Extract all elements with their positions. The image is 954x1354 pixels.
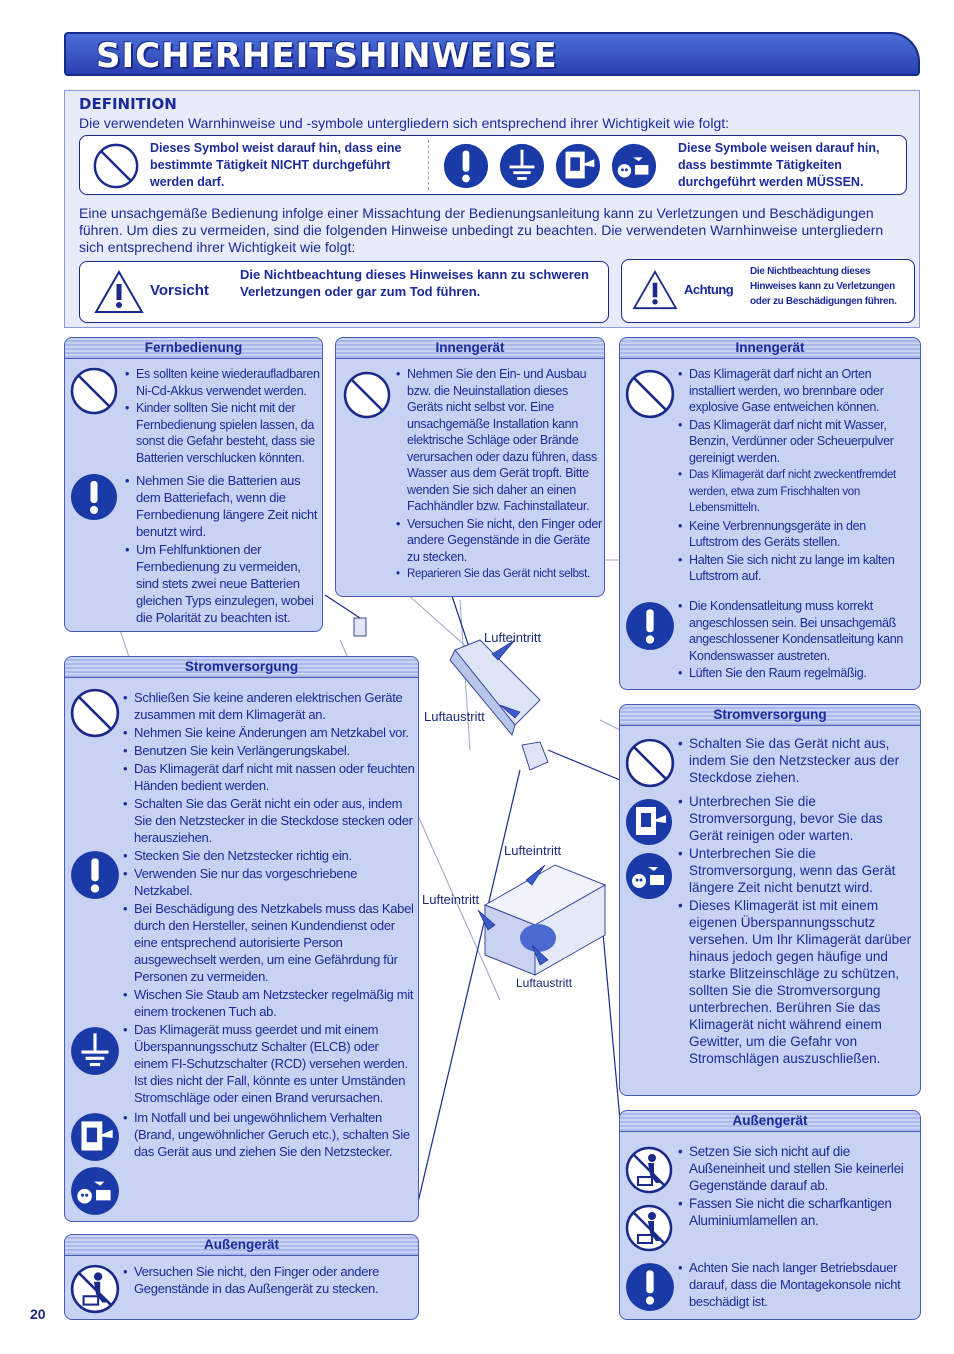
list-item: • Das Klimagerät darf nicht zweckentfremdet werden, etwa zum Frischhalten von Lebensmitteln. [678, 467, 918, 517]
panel-title: Außengerät [65, 1235, 418, 1256]
mandatory-icon [624, 1261, 676, 1313]
list-item: • Dieses Klimagerät ist mit einem eigenen Überspannungsschutz versehen. Um Ihr Klimagerät darüber hinaus jedoch gegen häufige und starke Blitzeinschläge zu schützen, sollten Sie die Stromversorgung unterbrechen. Berühren Sie das Klimagerät nicht während einem Gewitter, um die Gefahr von Stromschlägen auszuschließen. [678, 897, 916, 1067]
achtung-text: Die Nichtbeachtung dieses Hinweises kann zu Verletzungen oder zu Beschädigungen führen. [750, 266, 897, 307]
panel-title: Innengerät [336, 338, 604, 359]
mandatory-icon [69, 472, 119, 522]
list-item: • Nehmen Sie den Ein- und Ausbau bzw. die Neuinstallation dieses Geräts nicht selbst vor. Eine unsachgemäße Installation kann elektrische Schläge oder Brände verursachen oder dazu führen, dass Wasser aus dem Gerät tropft. Bitte wenden Sie sich daher an einen Fachhändler bzw. Fachinstallateur. [396, 366, 602, 515]
list-item: • Bei Beschädigung des Netzkabels muss das Kabel durch den Hersteller, seinen Kundendienst oder eine entsprechend autorisierte Person ausgewechselt werden, um eine Gefährdung für Personen zu vermeiden. [123, 900, 415, 985]
list-item: • Das Klimagerät darf nicht mit nassen oder feuchten Händen bedient werden. [123, 760, 415, 794]
list-item: • Schalten Sie das Gerät nicht aus, indem Sie den Netzstecker aus der Steckdose ziehen. [678, 735, 916, 786]
list-item: • Im Notfall und bei ungewöhnlichem Verhalten (Brand, ungewöhnlicher Geruch etc.), schalten Sie das Gerät aus und ziehen Sie den Netzstecker. [123, 1109, 415, 1160]
list-item: • Reparieren Sie das Gerät nicht selbst. [396, 566, 602, 583]
panel-title: Innengerät [620, 338, 920, 359]
switch-off-icon [624, 797, 674, 847]
panel-innengeraet-right [619, 337, 921, 690]
list-item: • Unterbrechen Sie die Stromversorgung, wenn das Gerät längere Zeit nicht benutzt wird. [678, 845, 916, 896]
vorsicht-label: Vorsicht [150, 282, 209, 299]
no-sitting-icon [624, 1145, 674, 1195]
panel-title: Fernbedienung [65, 338, 322, 359]
panel-stromversorgung-left [64, 656, 419, 1222]
prohibit-icon [342, 370, 392, 420]
prohibit-icon [624, 737, 676, 789]
list-item: • Die Kondensatleitung muss korrekt angeschlossen sein. Bei unsachgemäß angeschlossener Kondensatleitung kann Kondenswasser austreten. [678, 598, 918, 664]
list-item: • Halten Sie sich nicht zu lange im kalten Luftstrom auf. [678, 552, 918, 585]
prohibit-description: Dieses Symbol weist darauf hin, dass eine bestimmte Tätigkeit NICHT durchgeführt werden darf. [150, 141, 402, 189]
mandatory-description: Diese Symbole weisen darauf hin, dass bestimmte Tätigkeiten durchgeführt werden MÜSSEN. [678, 141, 880, 189]
mandatory-icon [624, 600, 676, 652]
panel-title: Stromversorgung [620, 705, 920, 726]
list-item: • Schließen Sie keine anderen elektrischen Geräte zusammen mit dem Klimagerät an. [123, 689, 415, 723]
switch-off-icon [69, 1111, 121, 1163]
list-item: • Nehmen Sie die Batterien aus dem Batteriefach, wenn die Fernbedienung längere Zeit nicht benutzt wird. [125, 472, 321, 540]
page-title: SICHERHEITSHINWEISE [96, 36, 558, 76]
list-item: • Das Klimagerät muss geerdet und mit einem Überspannungsschutz Schalter (ELCB) oder einem FI-Schutzschalter (RCD) versehen werden. Ist dies nicht der Fall, könnte es unter Umständen Stromschläge oder einen Brand verursachen. [123, 1021, 415, 1106]
list-item: • Verwenden Sie nur das vorgeschriebene Netzkabel. [123, 865, 415, 899]
label-luftaustritt-outdoor: Luftaustritt [516, 976, 573, 990]
list-item: • Unterbrechen Sie die Stromversorgung, bevor Sie das Gerät reinigen oder warten. [678, 793, 916, 844]
prohibit-icon [69, 366, 119, 416]
list-item: • Stecken Sie den Netzstecker richtig ein. [123, 847, 415, 864]
list-item: • Nehmen Sie keine Änderungen am Netzkabel vor. [123, 724, 415, 741]
mandatory-icon [69, 849, 121, 901]
panel-aussengeraet-left [64, 1234, 419, 1320]
panel-aussengeraet-right [619, 1110, 921, 1320]
prohibit-icon [69, 687, 121, 739]
panel-fernbedienung [64, 337, 323, 632]
list-item: • Das Klimagerät darf nicht an Orten installiert werden, wo brennbare oder explosive Gase entweichen können. [678, 366, 918, 416]
list-item: • Schalten Sie das Gerät nicht ein oder aus, indem Sie den Netzstecker in die Steckdose stecken oder herausziehen. [123, 795, 415, 846]
list-item: • Es sollten keine wiederaufladbaren Ni-Cd-Akkus verwendet werden. [125, 366, 321, 399]
achtung-label: Achtung [684, 282, 734, 297]
list-item: • Das Klimagerät darf nicht mit Wasser, Benzin, Verdünner oder Scheuerpulver gereinigt werden. [678, 417, 918, 467]
list-item: • Benutzen Sie kein Verlängerungskabel. [123, 742, 415, 759]
definition-paragraph: Eine unsachgemäße Bedienung infolge einer Missachtung der Bedienungsanleitung kann zu Verletzungen und Beschädigungen führen. Um dies zu vermeiden, sind die folgenden Hinweise unbedingt zu beachten. Die verwendeten Warnhinweise untergliedern sich entsprechend ihrer Wichtigkeit wie folgt: [79, 205, 884, 255]
prohibit-icon [624, 368, 676, 420]
unplug-icon [624, 851, 674, 901]
no-finger-icon [69, 1263, 121, 1315]
list-item: • Lüften Sie den Raum regelmäßig. [678, 665, 918, 682]
label-lufteintritt-indoor: Lufteintritt [484, 630, 542, 645]
no-touch-fins-icon [624, 1203, 674, 1253]
unplug-icon [69, 1165, 121, 1217]
panel-title: Außengerät [620, 1111, 920, 1132]
list-item: • Achten Sie nach langer Betriebsdauer darauf, dass die Montagekonsole nicht beschädigt ist. [678, 1259, 918, 1310]
vorsicht-text: Die Nichtbeachtung dieses Hinweises kann zu schweren Verletzungen oder gar zum Tod führen. [240, 267, 589, 299]
panel-innengeraet-left [335, 337, 605, 597]
definition-intro: Die verwendeten Warnhinweise und -symbole untergliedern sich entsprechend ihrer Wichtigkeit wie folgt: [79, 115, 730, 131]
list-item: • Fassen Sie nicht die scharfkantigen Aluminiumlamellen an. [678, 1195, 918, 1229]
list-item: • Keine Verbrennungsgeräte in den Luftstrom des Geräts stellen. [678, 518, 918, 551]
list-item: • Versuchen Sie nicht, den Finger oder andere Gegenstände in die Geräte zu stecken. [396, 516, 602, 566]
panel-stromversorgung-right [619, 704, 921, 1096]
label-lufteintritt-outdoor-top: Lufteintritt [504, 843, 562, 858]
list-item: • Setzen Sie sich nicht auf die Außeneinheit und stellen Sie keinerlei Gegenstände darauf ab. [678, 1143, 918, 1194]
list-item: • Wischen Sie Staub am Netzstecker regelmäßig mit einem trockenen Tuch ab. [123, 986, 415, 1020]
earth-icon [69, 1025, 121, 1077]
label-luftaustritt-indoor: Luftaustritt [424, 709, 485, 724]
definition-heading: DEFINITION [79, 95, 177, 113]
list-item: • Um Fehlfunktionen der Fernbedienung zu vermeiden, sind stets zwei neue Batterien gleichen Typs einzulegen, wobei die Polarität zu beachten ist. [125, 541, 321, 626]
list-item: • Kinder sollten Sie nicht mit der Fernbedienung spielen lassen, da sonst die Gefahr besteht, dass sie Batterien verschlucken könnten. [125, 400, 321, 466]
page-number: 20 [30, 1306, 46, 1322]
panel-title: Stromversorgung [65, 657, 418, 678]
list-item: • Versuchen Sie nicht, den Finger oder andere Gegenstände in das Außengerät zu stecken. [123, 1263, 415, 1297]
label-lufteintritt-outdoor-side: Lufteintritt [422, 892, 480, 907]
